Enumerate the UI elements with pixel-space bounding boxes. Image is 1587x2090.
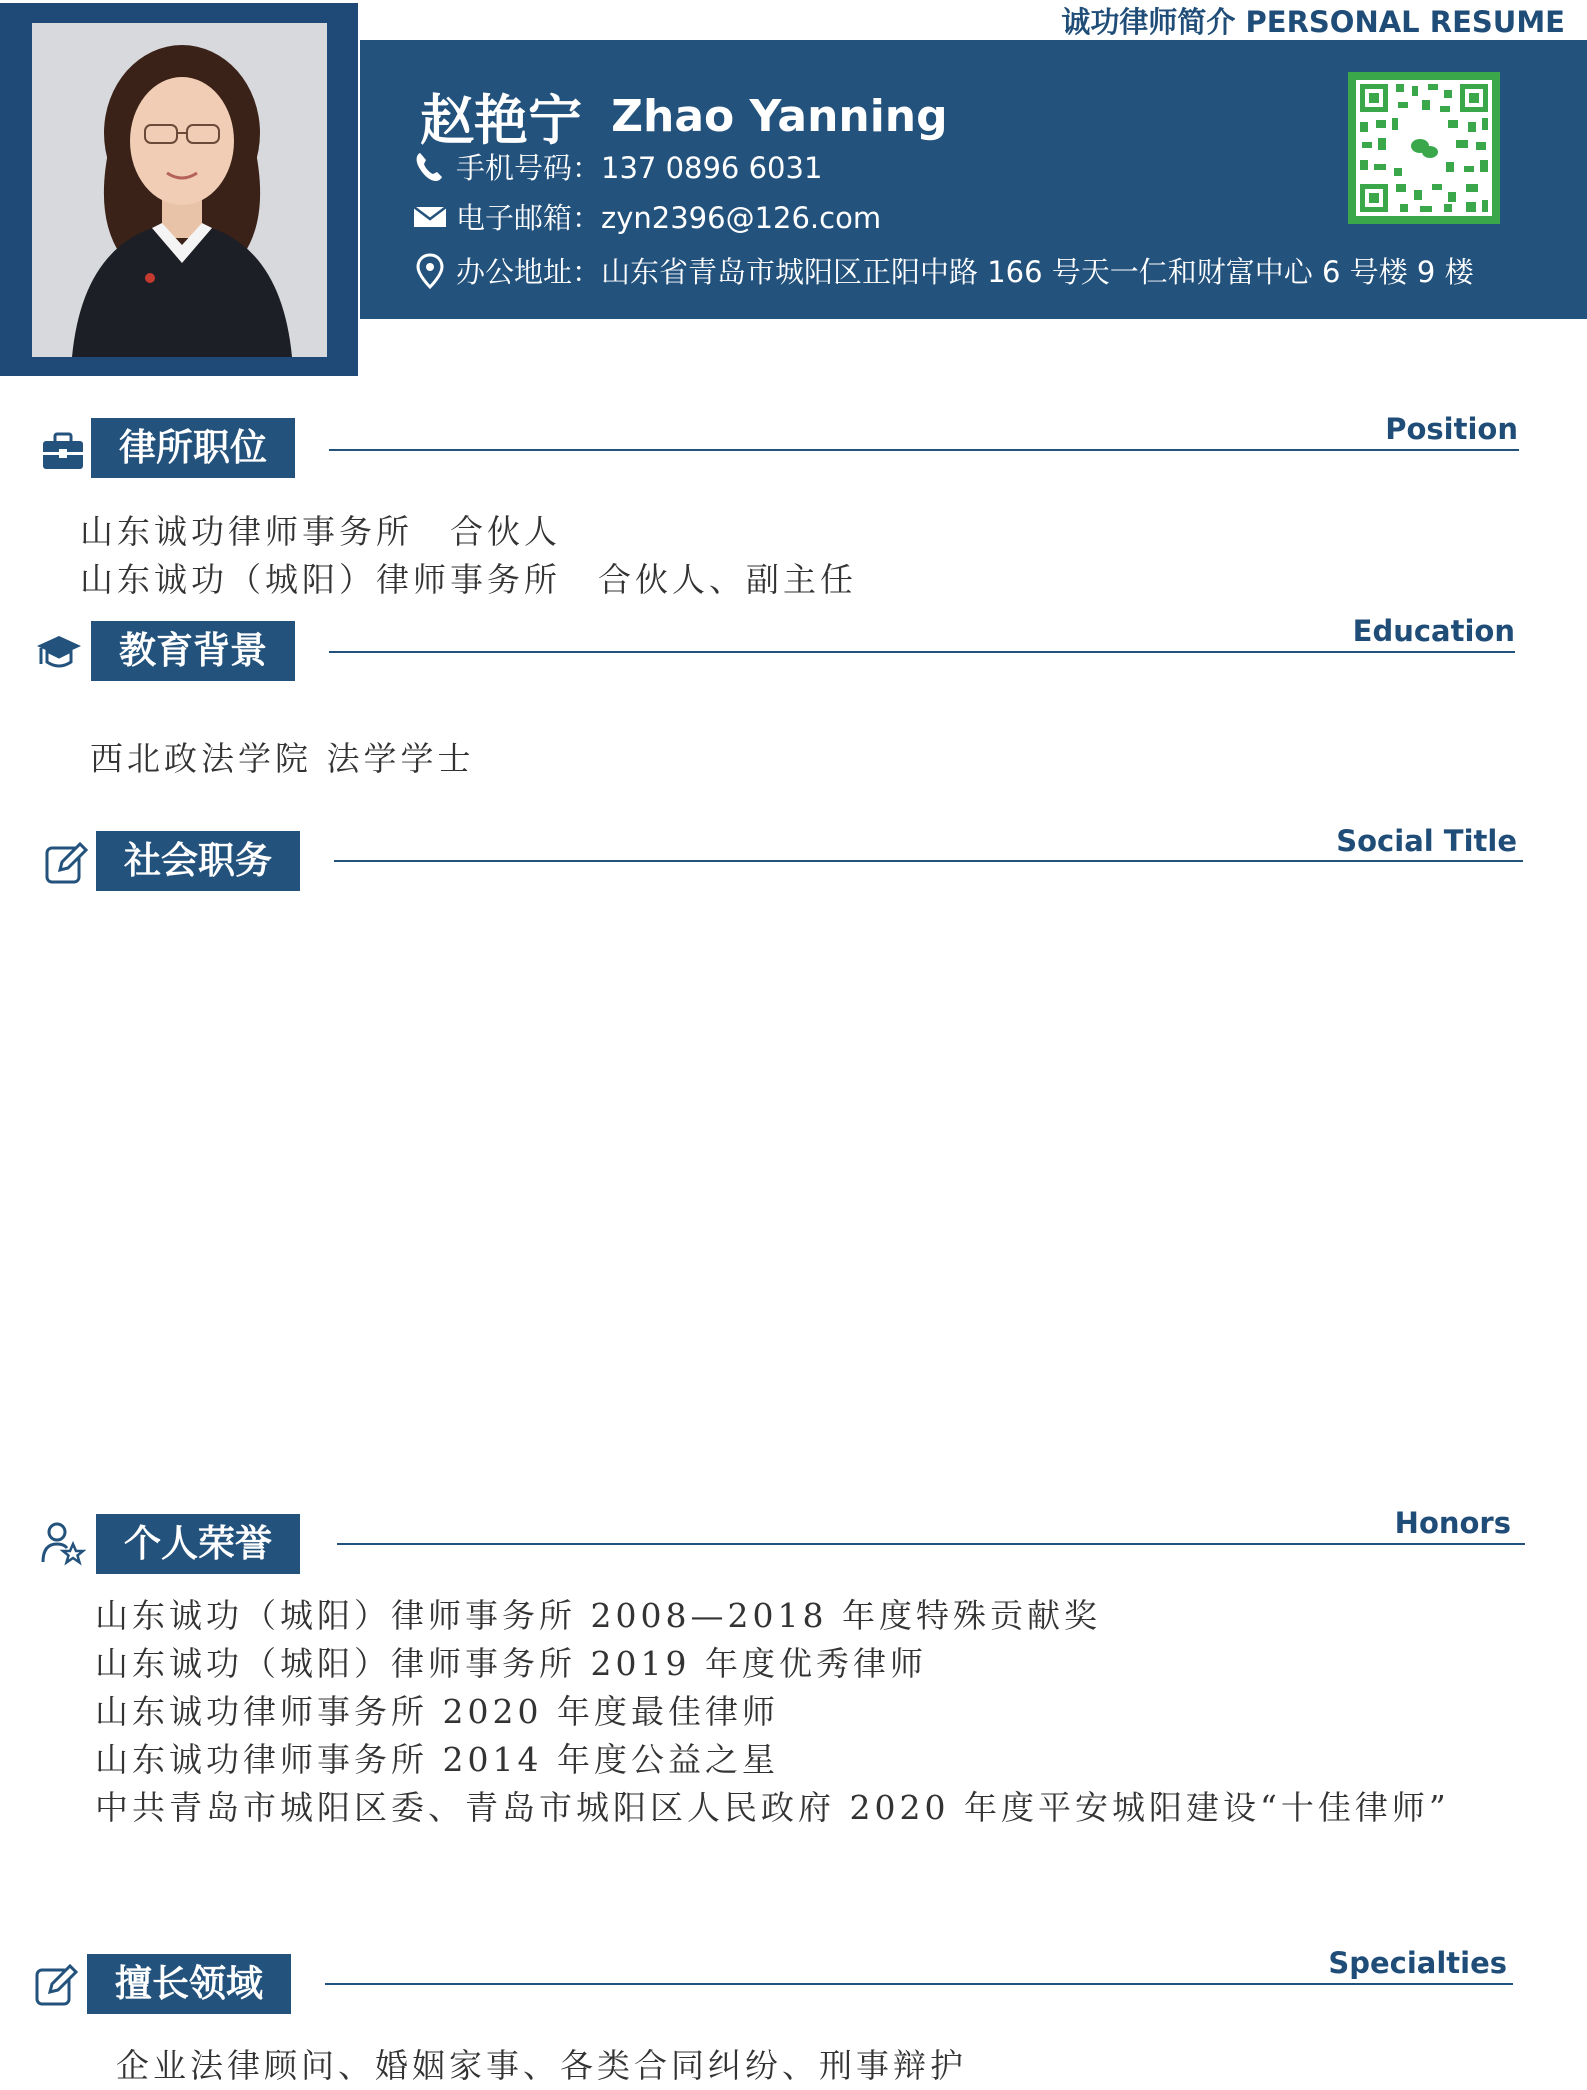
section-label-education: 教育背景 — [91, 621, 295, 681]
section-en-specialties: Specialties — [1328, 1946, 1507, 1980]
section-divider-education — [329, 651, 1515, 653]
wechat-qr-code — [1348, 72, 1500, 224]
section-en-underline — [1393, 449, 1518, 451]
name-line — [420, 78, 948, 155]
photo-frame — [0, 3, 358, 376]
edit-icon — [34, 1962, 80, 2008]
section-en-underline — [1400, 1543, 1525, 1545]
envelope-icon — [412, 199, 448, 235]
section-label-honors: 个人荣誉 — [96, 1514, 300, 1574]
education-item-1: 西北政法学院 法学学士 — [90, 739, 475, 778]
section-label-position: 律所职位 — [91, 418, 295, 478]
section-divider-social — [334, 860, 1523, 862]
section-divider-honors — [337, 1543, 1525, 1545]
honor-item-2: 山东诚功（城阳）律师事务所 2019 年度优秀律师 — [95, 1644, 927, 1683]
honor-item-1: 山东诚功（城阳）律师事务所 2008—2018 年度特殊贡献奖 — [95, 1596, 1101, 1635]
contact-address — [412, 250, 1474, 291]
position-item-1: 山东诚功律师事务所 合伙人 — [80, 512, 561, 551]
person-star-icon — [40, 1520, 86, 1566]
location-pin-icon — [412, 253, 448, 289]
section-en-underline — [1370, 651, 1515, 653]
contact-phone — [412, 146, 822, 187]
phone-text: 手机号码：137 0896 6031 — [456, 151, 823, 185]
position-item-2: 山东诚功（城阳）律师事务所 合伙人、副主任 — [80, 560, 857, 599]
section-label-specialties: 擅长领域 — [87, 1954, 291, 2014]
section-en-honors: Honors — [1394, 1506, 1511, 1540]
honor-item-3: 山东诚功律师事务所 2020 年度最佳律师 — [95, 1692, 779, 1731]
honor-item-5: 中共青岛市城阳区委、青岛市城阳区人民政府 2020 年度平安城阳建设“十佳律师” — [95, 1788, 1450, 1827]
name-chinese: 赵艳宁 — [420, 89, 582, 152]
section-en-underline — [1356, 860, 1523, 862]
graduation-cap-icon — [35, 630, 81, 676]
edit-icon — [44, 840, 90, 886]
section-label-social: 社会职务 — [96, 831, 300, 891]
section-en-social: Social Title — [1336, 824, 1517, 858]
profile-photo — [32, 23, 327, 357]
section-divider-specialties — [325, 1983, 1513, 1985]
address-text: 办公地址：山东省青岛市城阳区正阳中路 166 号天一仁和财富中心 6 号楼 9 楼 — [456, 255, 1474, 289]
briefcase-icon — [40, 428, 86, 474]
name-english: Zhao Yanning — [611, 91, 948, 142]
section-en-education: Education — [1352, 614, 1515, 648]
section-divider-position — [329, 449, 1519, 451]
honor-item-4: 山东诚功律师事务所 2014 年度公益之星 — [95, 1740, 779, 1779]
section-en-underline — [1350, 1983, 1513, 1985]
resume-header-title: 诚功律师简介 PERSONAL RESUME — [1061, 5, 1565, 39]
specialties-item-1: 企业法律顾问、婚姻家事、各类合同纠纷、刑事辩护 — [116, 2046, 967, 2085]
section-en-position: Position — [1385, 412, 1518, 446]
contact-email — [412, 196, 881, 237]
email-text: 电子邮箱：zyn2396@126.com — [456, 201, 882, 235]
phone-icon — [412, 149, 448, 185]
